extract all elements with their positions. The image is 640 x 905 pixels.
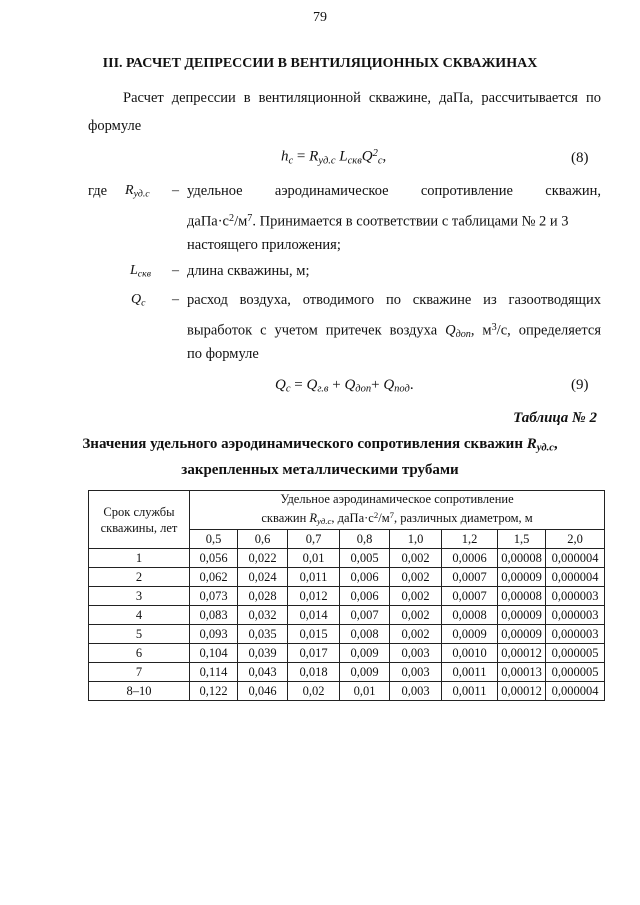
table-cell-value: 0,032 [238, 606, 288, 625]
table-diameter-header: 2,0 [546, 530, 605, 549]
table-cell-value: 0,000005 [546, 644, 605, 663]
table-cell-value: 0,0010 [442, 644, 498, 663]
table-diameter-header: 1,0 [390, 530, 442, 549]
equation-number-8: (8) [571, 150, 589, 166]
table-cell-value: 0,00009 [498, 606, 546, 625]
table-cell-value: 0,000003 [546, 606, 605, 625]
table-cell-value: 0,0011 [442, 663, 498, 682]
table-cell-value: 0,002 [390, 606, 442, 625]
table-cell-value: 0,02 [288, 682, 340, 701]
table-cell-value: 0,00008 [498, 549, 546, 568]
table-diameter-header: 0,6 [238, 530, 288, 549]
definition-dash: – [172, 292, 179, 307]
table-cell-value: 0,015 [288, 625, 340, 644]
table-cell-value: 0,007 [340, 606, 390, 625]
table-cell-value: 0,002 [390, 587, 442, 606]
table-label: Таблица № 2 [513, 410, 597, 426]
table-cell-value: 0,009 [340, 644, 390, 663]
table-cell-value: 0,009 [340, 663, 390, 682]
table-cell-value: 0,005 [340, 549, 390, 568]
table-cell-value: 0,000004 [546, 549, 605, 568]
table-cell-value: 0,012 [288, 587, 340, 606]
table-cell-value: 0,062 [190, 568, 238, 587]
table-cell-value: 0,01 [288, 549, 340, 568]
table-cell-value: 0,018 [288, 663, 340, 682]
where-label: где [88, 183, 108, 199]
table-cell-value: 0,003 [390, 682, 442, 701]
table-cell-value: 0,00012 [498, 644, 546, 663]
table-cell-service-life: 2 [89, 568, 190, 587]
table-title-line-1: Значения удельного аэродинамического сопротивления скважин $R_{уд.с}$, [82, 436, 558, 454]
table-cell-value: 0,104 [190, 644, 238, 663]
table-title-line-2: закрепленных металлическими трубами [181, 462, 459, 478]
table-diameter-header: 0,7 [288, 530, 340, 549]
formula-8: $h_с = R_{уд.с}$ $L_{скв}Q^2_с$, [281, 148, 387, 167]
table-header-resistance: Удельное аэродинамическое сопротивление скважин $R_{уд.с}$, $даПа\cdot с^2/м^7$, различных диаметром, м [190, 491, 605, 530]
definition-q-line-2: выработок с учетом притечек воздуха $Q_{доп}$, $м^3/с$, определяется [187, 322, 601, 341]
table-cell-value: 0,114 [190, 663, 238, 682]
table-cell-value: 0,00009 [498, 625, 546, 644]
table-cell-value: 0,046 [238, 682, 288, 701]
table-cell-value: 0,000004 [546, 568, 605, 587]
table-cell-value: 0,093 [190, 625, 238, 644]
table-cell-value: 0,056 [190, 549, 238, 568]
table-cell-service-life: 1 [89, 549, 190, 568]
intro-line-1: Расчет депрессии в вентиляционной скважине, даПа, рассчитывается по [123, 90, 601, 106]
table-cell-service-life: 4 [89, 606, 190, 625]
table-cell-value: 0,0008 [442, 606, 498, 625]
table-diameter-header: 0,5 [190, 530, 238, 549]
table-cell-value: 0,008 [340, 625, 390, 644]
table-cell-value: 0,006 [340, 568, 390, 587]
table-cell-value: 0,083 [190, 606, 238, 625]
table-cell-service-life: 3 [89, 587, 190, 606]
table-row [89, 682, 605, 701]
table-row [89, 568, 605, 587]
definition-r-line-2: $даПа\cdot с^2/м^7$. Принимается в соответствии с таблицами № 2 и 3 [187, 213, 569, 230]
table-cell-value: 0,000003 [546, 587, 605, 606]
table-diameter-header: 1,2 [442, 530, 498, 549]
table-cell-value: 0,039 [238, 644, 288, 663]
table-cell-value: 0,0011 [442, 682, 498, 701]
table-cell-value: 0,003 [390, 644, 442, 663]
table-diameter-header: 0,8 [340, 530, 390, 549]
table-cell-value: 0,01 [340, 682, 390, 701]
equation-number-9: (9) [571, 377, 589, 393]
definition-symbol-r: $R_{уд.с}$ [125, 183, 150, 200]
definition-q-line-1: расход воздуха, отводимого по скважине из газоотводящих [187, 292, 601, 308]
table-cell-value: 0,073 [190, 587, 238, 606]
table-row [89, 587, 605, 606]
table-cell-value: 0,006 [340, 587, 390, 606]
table-cell-value: 0,000005 [546, 663, 605, 682]
section-title: III. РАСЧЕТ ДЕПРЕССИИ В ВЕНТИЛЯЦИОННЫХ СКВАЖИНАХ [102, 56, 538, 71]
table-cell-value: 0,002 [390, 568, 442, 587]
table-cell-value: 0,0009 [442, 625, 498, 644]
table-cell-service-life: 7 [89, 663, 190, 682]
table-cell-value: 0,035 [238, 625, 288, 644]
table-header-service-life: Срок службы скважины, лет [89, 491, 190, 549]
definition-r-line-3: настоящего приложения; [187, 237, 341, 253]
table-cell-value: 0,003 [390, 663, 442, 682]
table-cell-value: 0,011 [288, 568, 340, 587]
intro-line-2: формуле [88, 118, 142, 134]
table-row [89, 549, 605, 568]
table-cell-value: 0,000003 [546, 625, 605, 644]
table-cell-value: 0,014 [288, 606, 340, 625]
table-cell-service-life: 5 [89, 625, 190, 644]
table-cell-value: 0,000004 [546, 682, 605, 701]
table-cell-value: 0,0007 [442, 587, 498, 606]
definition-symbol-q: $Q_с$ [131, 292, 146, 309]
page-number: 79 [313, 10, 327, 25]
resistance-table [88, 490, 605, 701]
table-row [89, 625, 605, 644]
table-cell-value: 0,017 [288, 644, 340, 663]
table-cell-value: 0,002 [390, 625, 442, 644]
table-diameter-header: 1,5 [498, 530, 546, 549]
table-body [89, 549, 605, 701]
table-cell-value: 0,022 [238, 549, 288, 568]
table-row [89, 644, 605, 663]
table-cell-value: 0,043 [238, 663, 288, 682]
table-cell-value: 0,00012 [498, 682, 546, 701]
table-cell-value: 0,122 [190, 682, 238, 701]
table-cell-value: 0,024 [238, 568, 288, 587]
table-cell-service-life: 8–10 [89, 682, 190, 701]
table-row [89, 663, 605, 682]
definition-r-line-1: удельное аэродинамическое сопротивление скважин, [187, 183, 601, 199]
table-cell-value: 0,0006 [442, 549, 498, 568]
definition-symbol-l: $L_{скв}$ [130, 263, 151, 280]
table-row [89, 606, 605, 625]
table-cell-service-life: 6 [89, 644, 190, 663]
formula-9: $Q_с = Q_{г.в} + Q_{доп}+ Q_{под}$. [275, 377, 414, 395]
table-cell-value: 0,028 [238, 587, 288, 606]
table-cell-value: 0,002 [390, 549, 442, 568]
table-cell-value: 0,00009 [498, 568, 546, 587]
definition-l-line-1: длина скважины, м; [187, 263, 310, 279]
definition-dash: – [172, 263, 179, 278]
definition-q-line-3: по формуле [187, 346, 259, 362]
definition-dash: – [172, 183, 179, 198]
table-cell-value: 0,00013 [498, 663, 546, 682]
table-cell-value: 0,0007 [442, 568, 498, 587]
table-cell-value: 0,00008 [498, 587, 546, 606]
